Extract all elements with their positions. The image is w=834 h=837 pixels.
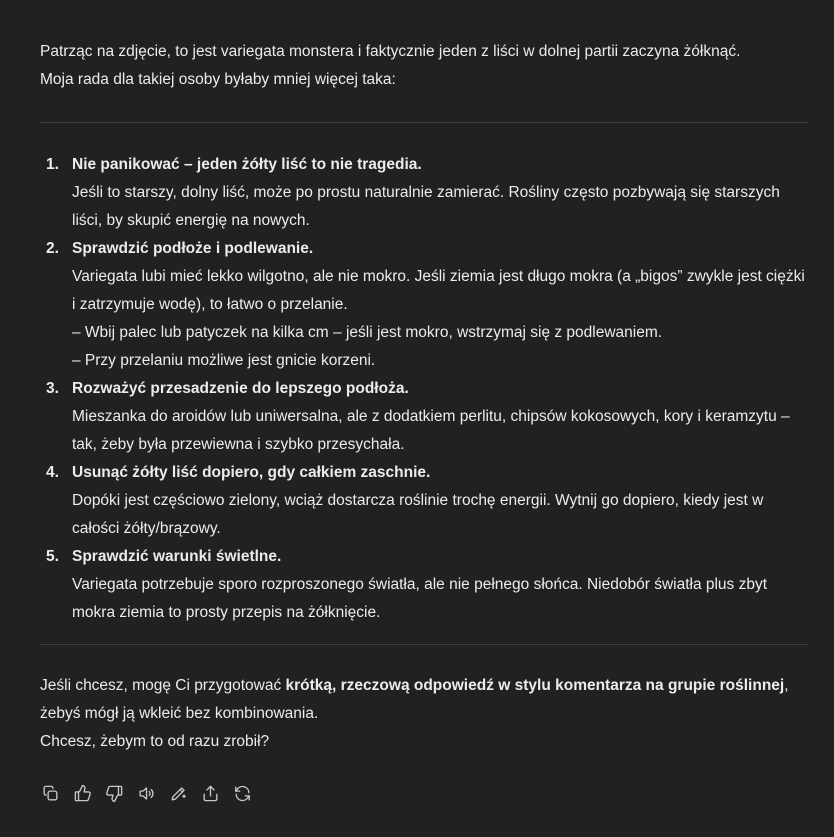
edit-button[interactable] [168, 782, 188, 804]
thumbs-up-icon [73, 784, 92, 803]
list-item-title: Usunąć żółty liść dopiero, gdy całkiem zaschnie. [72, 464, 431, 481]
outro-text-end: , żebyś mógł ją wkleić bez kombinowania. [40, 677, 789, 722]
list-item [40, 235, 808, 375]
list-item-number: 5. [46, 548, 59, 565]
list-item-title: Sprawdzić warunki świetlne. [72, 548, 282, 565]
speaker-icon [137, 784, 156, 803]
list-item-text: Mieszanka do aroidów lub uniwersalna, ale z dodatkiem perlitu, chipsów kokosowych, kory i keramzytu – tak, żeby była przewiewna i szybko przesychała. [72, 408, 790, 453]
copy-icon [41, 784, 60, 803]
copy-button[interactable] [40, 782, 60, 804]
list-item-text: – Wbij palec lub patyczek na kilka cm – jeśli jest mokro, wstrzymaj się z podlewaniem. [72, 324, 663, 341]
list-item-number: 4. [46, 464, 59, 481]
list-item-title: Nie panikować – jeden żółty liść to nie tragedia. [72, 156, 422, 173]
outro-question: Chcesz, żebym to od razu zrobił? [40, 733, 270, 750]
edit-icon [169, 784, 188, 803]
advice-list [40, 151, 808, 627]
list-item-text: – Przy przelaniu możliwe jest gnicie korzeni. [72, 352, 376, 369]
list-item-title: Rozważyć przesadzenie do lepszego podłoża. [72, 380, 409, 397]
regenerate-icon [233, 784, 252, 803]
intro-line-1: Patrząc na zdjęcie, to jest variegata monstera i faktycznie jeden z liści w dolnej partii zaczyna żółknąć. [40, 43, 741, 60]
list-item-title: Sprawdzić podłoże i podlewanie. [72, 240, 314, 257]
share-icon [201, 784, 220, 803]
regenerate-button[interactable] [232, 782, 252, 804]
list-item [40, 375, 808, 459]
list-item-number: 2. [46, 240, 59, 257]
divider [40, 644, 808, 645]
share-button[interactable] [200, 782, 220, 804]
good-response-button[interactable] [72, 782, 92, 804]
list-item-number: 3. [46, 380, 59, 397]
list-item [40, 543, 808, 627]
list-item-text: Jeśli to starszy, dolny liść, może po prostu naturalnie zamierać. Rośliny często pozbywają się starszych liści, by skupić energię na nowych. [72, 184, 780, 229]
thumbs-down-icon [105, 784, 124, 803]
list-item-text: Variegata lubi mieć lekko wilgotno, ale nie mokro. Jeśli ziemia jest długo mokra (a „bigos” zwykle jest ciężki i zatrzymuje wodę), to łatwo o przelanie. [72, 268, 805, 313]
intro-line-2: Moja rada dla takiej osoby byłaby mniej więcej taka: [40, 71, 396, 88]
list-item-number: 1. [46, 156, 59, 173]
intro-paragraph [40, 38, 808, 94]
read-aloud-button[interactable] [136, 782, 156, 804]
list-item [40, 151, 808, 235]
list-item [40, 459, 808, 543]
list-item-text: Variegata potrzebuje sporo rozproszonego światła, ale nie pełnego słońca. Niedobór światła plus zbyt mokra ziemia to prosty przepis na żółknięcie. [72, 576, 768, 621]
list-item-text: Dopóki jest częściowo zielony, wciąż dostarcza roślinie trochę energii. Wytnij go dopiero, kiedy jest w całości żółty/brązowy. [72, 492, 764, 537]
divider [40, 122, 808, 123]
bad-response-button[interactable] [104, 782, 124, 804]
outro-bold-text: krótką, rzeczową odpowiedź w stylu komentarza na grupie roślinnej [285, 677, 785, 694]
message-actions [40, 782, 252, 804]
outro-paragraph [40, 672, 808, 756]
outro-text: Jeśli chcesz, mogę Ci przygotować [40, 677, 286, 694]
assistant-message [40, 38, 808, 756]
